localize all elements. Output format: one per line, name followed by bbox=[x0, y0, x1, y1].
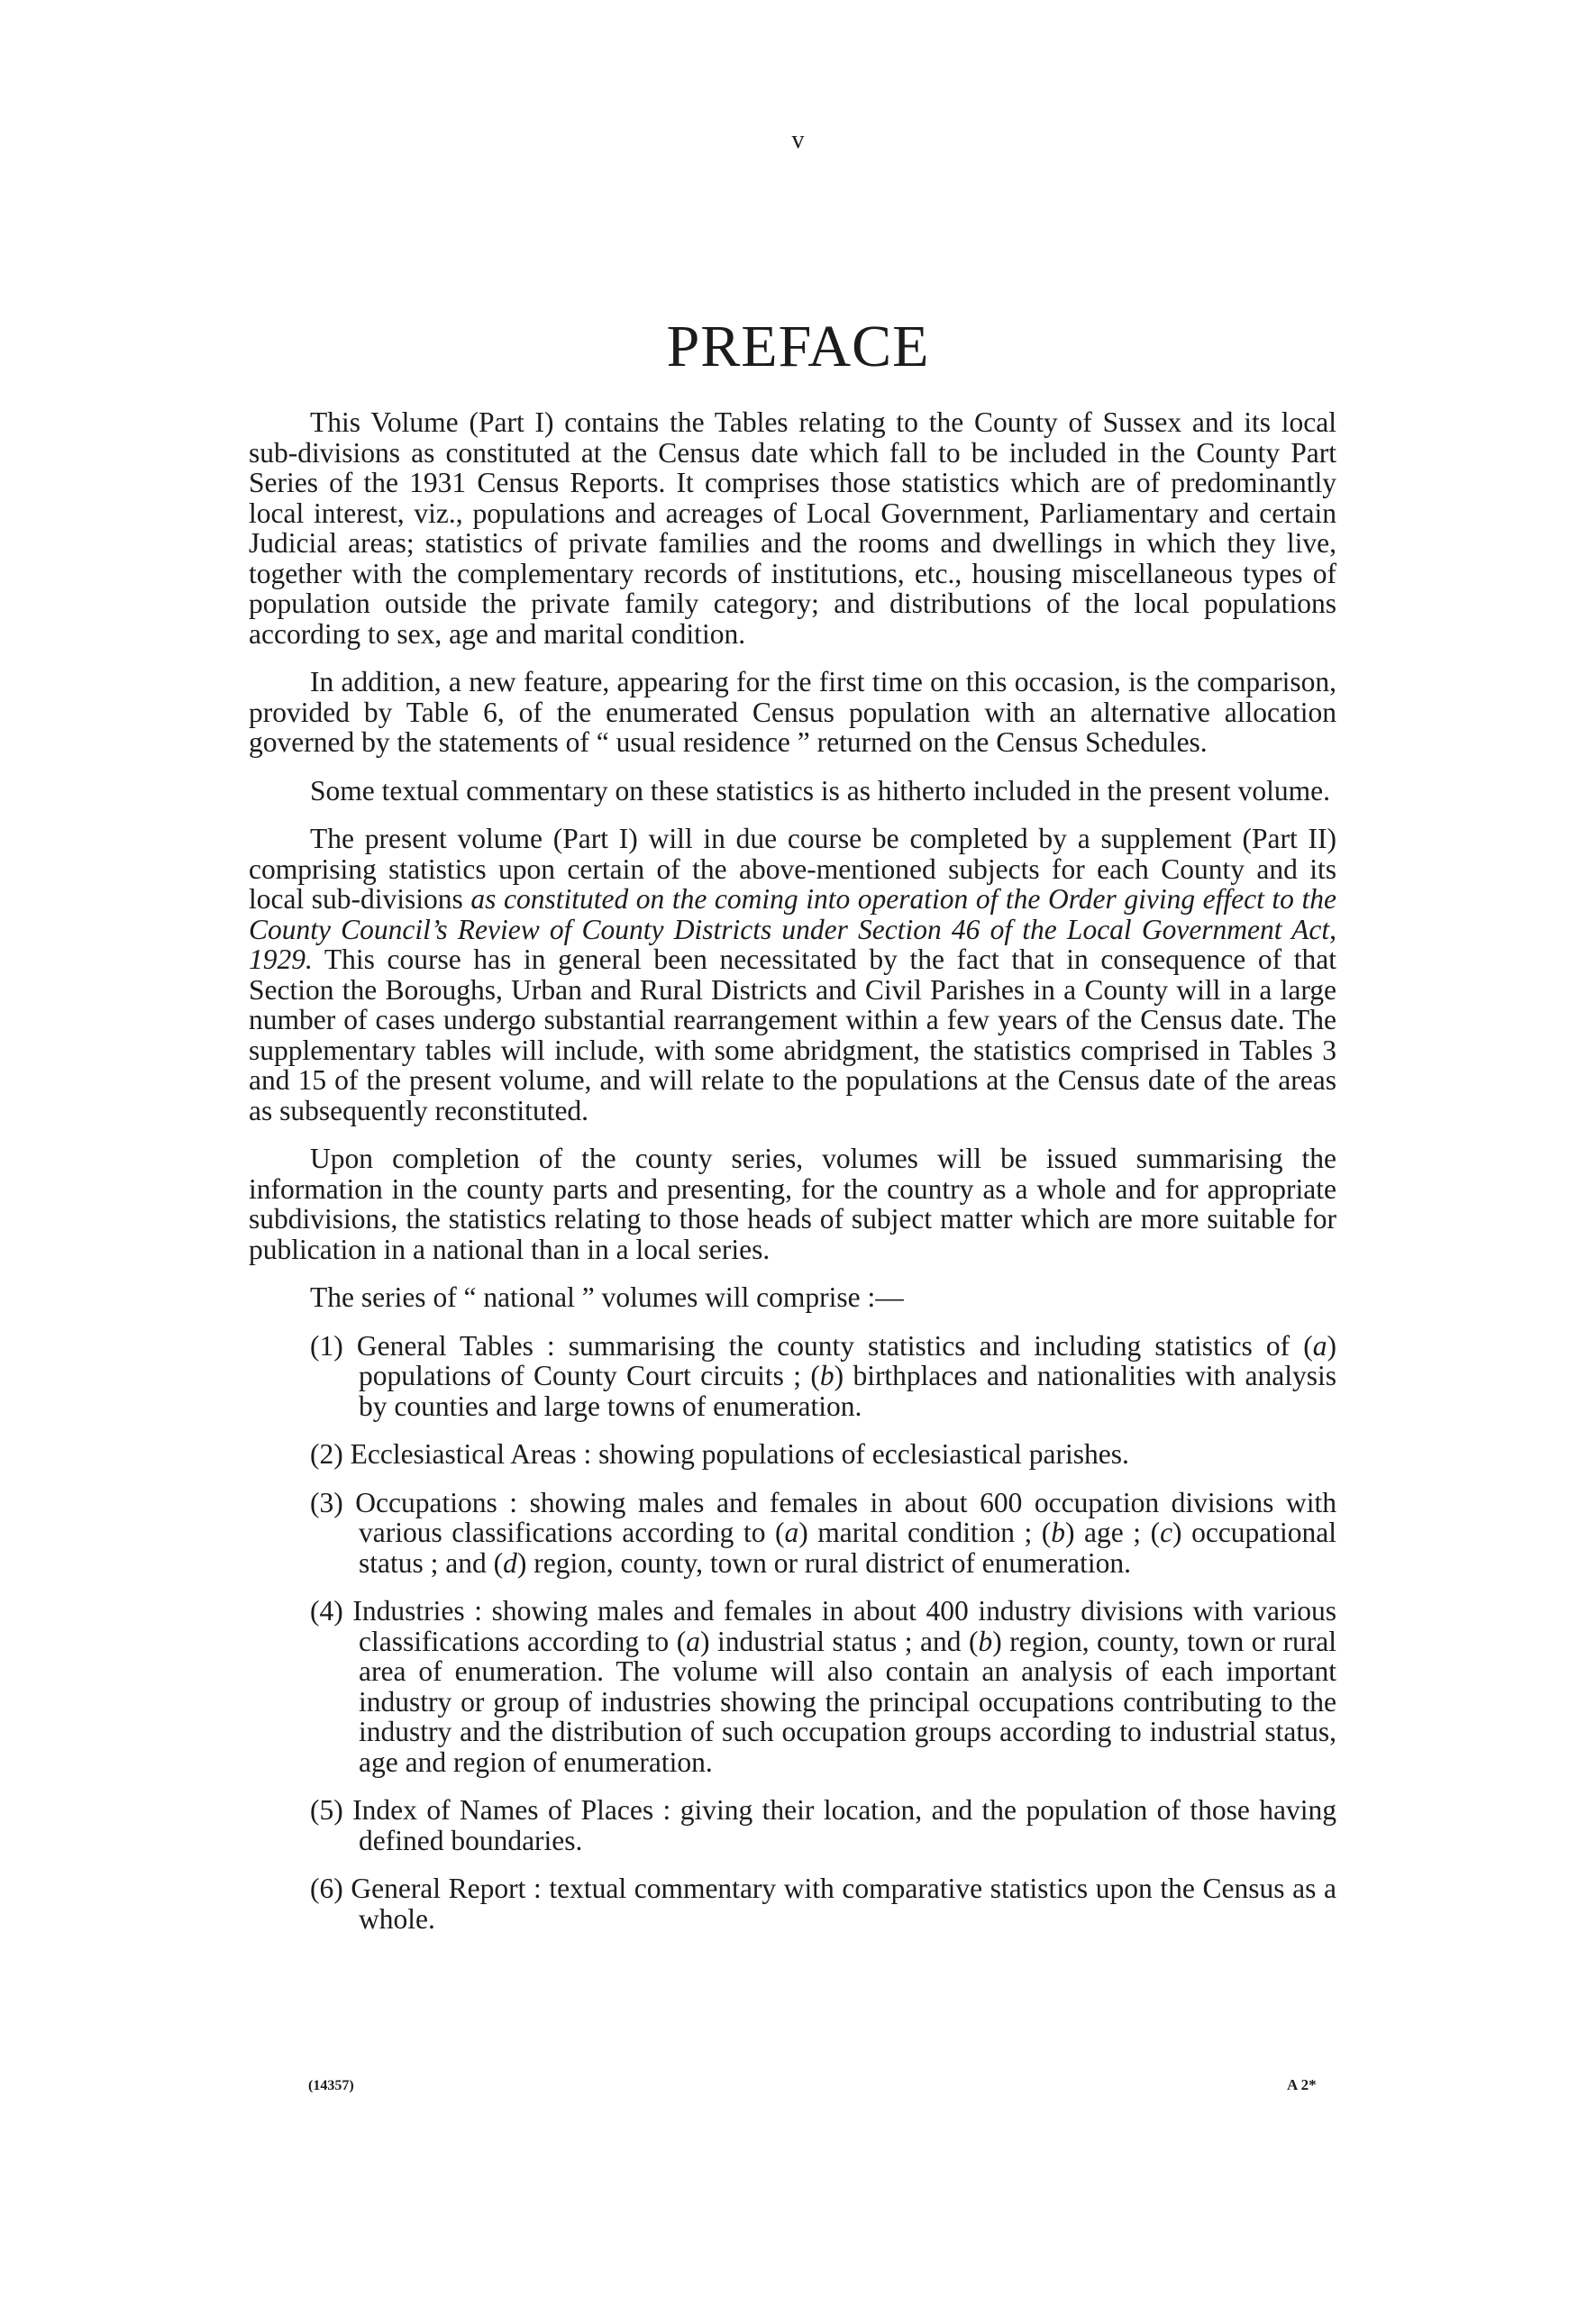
list-item bbox=[310, 1795, 1336, 1855]
list-item-text: ) region, county, town or rural district of enumeration. bbox=[516, 1546, 1132, 1579]
paragraph-4-text-end: This course has in general been necessitated by the fact that in consequence of that Section the Boroughs, Urban and Rural Districts and Civil Parishes in a County will in a large number of cases undergo substantial rearrangement within a few years of the Census date. The supplementary tables will include, with some abridgment, the statistics comprised in Tables 3 and 15 of the present volume, and will relate to the populations at the Census date of the areas as subsequently reconstituted. bbox=[249, 943, 1336, 1126]
list-item-italic: b bbox=[1051, 1517, 1066, 1548]
page-title: PREFACE bbox=[666, 314, 930, 379]
list-item-italic: a bbox=[1312, 1329, 1327, 1362]
list-item-text: Occupations : showing males and females in about 600 occupation divisions with various classifications according to ( bbox=[355, 1486, 1336, 1548]
paragraph-4-text: The present volume (Part I) will in due course be completed by a supplement (Part II) comprising statistics upon certain of the above-mentioned subjects for each County and its local sub-divisions bbox=[249, 823, 1336, 915]
list-item-text: ) region, county, town or rural area of enumeration. The volume will also contain an analysis of each important industry or group of industries showing the principal occupations contributing to the industry and the distribution of such occupation groups according to industrial status, age and region of enumeration. bbox=[359, 1625, 1336, 1778]
list-item-text: ) populations of County Court circuits ; ( bbox=[359, 1329, 1336, 1391]
national-volumes-list bbox=[249, 1331, 1336, 1935]
list-item bbox=[310, 1488, 1336, 1579]
list-item-italic: d bbox=[503, 1546, 517, 1579]
paragraph-2: In addition, a new feature, appearing for the first time on this occasion, is the comparison, provided by Table 6, of the enumerated Census population with an alternative allocation governed by the statements of “ usual residence ” returned on the Census Schedules. bbox=[249, 666, 1336, 758]
list-item-text: Industries : showing males and females in about 400 industry divisions with various classifications according to ( bbox=[352, 1595, 1336, 1657]
paragraph-1: This Volume (Part I) contains the Tables relating to the County of Sussex and its local sub-divisions as constituted at the Census date which fall to be included in the County Part Series of the 1931 Census Reports. It comprises those statistics which are of predominantly local interest, viz., populations and acreages of Local Government, Parliamentary and certain Judicial areas; statistics of private families and the rooms and dwellings in which they live, together with the complementary records of institutions, etc., housing miscellaneous types of population outside the private family category; and distributions of the local populations according to sex, age and marital condition. bbox=[249, 406, 1336, 650]
list-item-italic: a bbox=[686, 1625, 700, 1657]
list-item-text: Ecclesiastical Areas : showing populations of ecclesiastical parishes. bbox=[350, 1438, 1129, 1470]
list-item-number: (6) bbox=[310, 1873, 343, 1904]
paragraph-4-italic: as constituted on the coming into operation of the Order giving effect to the County Council’s Review of County Districts under Section 46 of the Local Government Act, 1929. bbox=[249, 883, 1336, 975]
list-item-number: (4) bbox=[310, 1595, 343, 1627]
paragraph-4 bbox=[249, 824, 1336, 1126]
list-item bbox=[310, 1331, 1336, 1422]
list-item-number: (1) bbox=[310, 1329, 343, 1362]
preface-body bbox=[249, 407, 1336, 1952]
list-item-italic: c bbox=[1160, 1517, 1173, 1548]
list-intro: The series of “ national ” volumes will comprise :— bbox=[310, 1281, 904, 1313]
list-item-italic: b bbox=[978, 1625, 993, 1657]
list-item-text: General Tables : summarising the county statistics and including statistics of ( bbox=[356, 1329, 1313, 1362]
list-item bbox=[310, 1596, 1336, 1777]
list-item-number: (2) bbox=[310, 1438, 343, 1470]
paragraph-5: Upon completion of the county series, volumes will be issued summarising the information in the county parts and presenting, for the country as a whole and for appropriate subdivisions, the statistics relating to those heads of subject matter which are more suitable for publication in a national than in a local series. bbox=[249, 1143, 1336, 1265]
list-item-text: ) industrial status ; and ( bbox=[699, 1625, 979, 1657]
list-item-text: ) occupational status ; and ( bbox=[359, 1517, 1336, 1579]
list-item bbox=[310, 1439, 1336, 1470]
list-item bbox=[310, 1873, 1336, 1934]
list-item-number: (3) bbox=[310, 1486, 343, 1518]
list-item-text: ) marital condition ; ( bbox=[798, 1517, 1052, 1548]
list-item-text: Index of Names of Places : giving their location, and the population of those having defined boundaries. bbox=[352, 1794, 1337, 1856]
page-number: v bbox=[791, 126, 805, 154]
list-item-text: ) age ; ( bbox=[1065, 1517, 1161, 1548]
list-item-number: (5) bbox=[310, 1794, 343, 1826]
list-item-italic: a bbox=[784, 1517, 799, 1548]
list-item-text: General Report : textual commentary with comparative statistics upon the Census as a whole. bbox=[351, 1873, 1336, 1935]
list-item-italic: b bbox=[819, 1360, 834, 1391]
signature-mark: A 2* bbox=[1287, 2076, 1317, 2093]
print-reference: (14357) bbox=[308, 2078, 354, 2093]
paragraph-3: Some textual commentary on these statistics is as hitherto included in the present volume. bbox=[310, 774, 1331, 807]
list-item-text: ) birthplaces and nationalities with analysis by counties and large towns of enumeration. bbox=[359, 1360, 1336, 1422]
